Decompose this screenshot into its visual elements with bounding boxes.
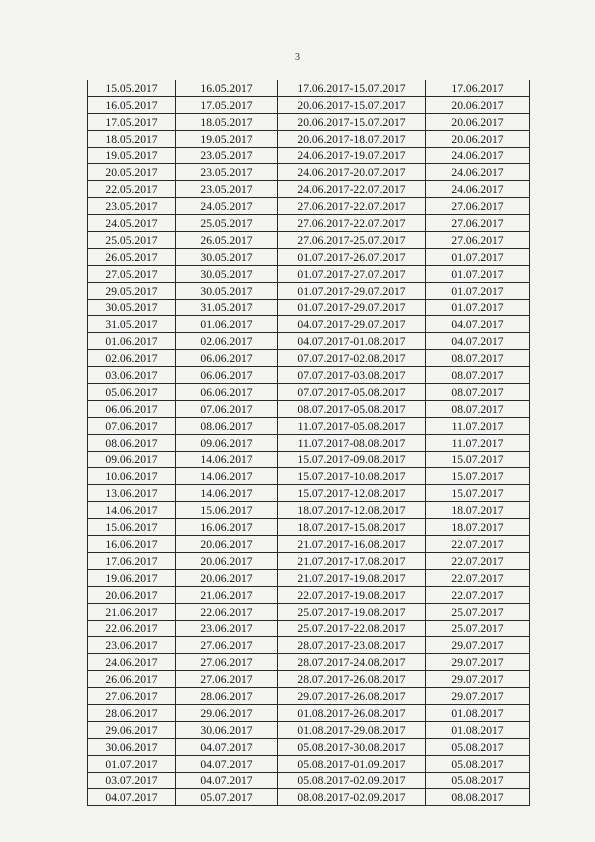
period-col-cell: 27.06.2017-22.07.2017 xyxy=(278,215,426,232)
date-col-2-cell: 22.06.2017 xyxy=(176,603,278,620)
date-col-4-cell: 24.06.2017 xyxy=(426,164,530,181)
date-col-4-cell: 18.07.2017 xyxy=(426,502,530,519)
date-col-1-cell: 03.06.2017 xyxy=(88,367,176,384)
date-col-4-cell: 27.06.2017 xyxy=(426,198,530,215)
period-col-cell: 01.07.2017-27.07.2017 xyxy=(278,265,426,282)
table-row xyxy=(88,350,530,367)
date-col-1-cell: 24.06.2017 xyxy=(88,654,176,671)
date-col-2-cell: 30.05.2017 xyxy=(176,265,278,282)
date-col-2-cell: 02.06.2017 xyxy=(176,333,278,350)
date-col-4-cell: 20.06.2017 xyxy=(426,96,530,113)
date-col-2-cell: 14.06.2017 xyxy=(176,485,278,502)
table-row xyxy=(88,164,530,181)
date-col-4-cell: 15.07.2017 xyxy=(426,485,530,502)
page-number: 3 xyxy=(295,52,300,63)
period-col-cell: 04.07.2017-01.08.2017 xyxy=(278,333,426,350)
date-col-2-cell: 06.06.2017 xyxy=(176,367,278,384)
table-row xyxy=(88,333,530,350)
table-row xyxy=(88,96,530,113)
period-col-cell: 20.06.2017-15.07.2017 xyxy=(278,113,426,130)
date-col-1-cell: 08.06.2017 xyxy=(88,434,176,451)
period-col-cell: 07.07.2017-05.08.2017 xyxy=(278,384,426,401)
table-row xyxy=(88,299,530,316)
date-col-2-cell: 23.05.2017 xyxy=(176,181,278,198)
date-col-2-cell: 08.06.2017 xyxy=(176,417,278,434)
date-col-2-cell: 25.05.2017 xyxy=(176,215,278,232)
date-col-4-cell: 29.07.2017 xyxy=(426,688,530,705)
table-row xyxy=(88,536,530,553)
date-col-4-cell: 08.07.2017 xyxy=(426,400,530,417)
date-col-1-cell: 21.06.2017 xyxy=(88,603,176,620)
date-col-2-cell: 20.06.2017 xyxy=(176,552,278,569)
period-col-cell: 27.06.2017-25.07.2017 xyxy=(278,232,426,249)
date-col-1-cell: 25.05.2017 xyxy=(88,232,176,249)
table-row xyxy=(88,738,530,755)
date-col-1-cell: 19.06.2017 xyxy=(88,569,176,586)
date-col-1-cell: 30.05.2017 xyxy=(88,299,176,316)
date-col-2-cell: 30.05.2017 xyxy=(176,248,278,265)
date-col-2-cell: 30.05.2017 xyxy=(176,282,278,299)
period-col-cell: 20.06.2017-15.07.2017 xyxy=(278,96,426,113)
table-row xyxy=(88,586,530,603)
table-row xyxy=(88,215,530,232)
date-col-2-cell: 07.06.2017 xyxy=(176,400,278,417)
date-col-2-cell: 27.06.2017 xyxy=(176,637,278,654)
date-col-1-cell: 10.06.2017 xyxy=(88,468,176,485)
date-col-1-cell: 27.06.2017 xyxy=(88,688,176,705)
period-col-cell: 01.08.2017-29.08.2017 xyxy=(278,721,426,738)
date-col-4-cell: 08.07.2017 xyxy=(426,384,530,401)
date-col-1-cell: 17.05.2017 xyxy=(88,113,176,130)
date-col-4-cell: 29.07.2017 xyxy=(426,671,530,688)
date-col-1-cell: 17.06.2017 xyxy=(88,552,176,569)
date-col-2-cell: 29.06.2017 xyxy=(176,704,278,721)
period-col-cell: 27.06.2017-22.07.2017 xyxy=(278,198,426,215)
date-col-2-cell: 20.06.2017 xyxy=(176,569,278,586)
period-col-cell: 01.08.2017-26.08.2017 xyxy=(278,704,426,721)
date-col-4-cell: 01.07.2017 xyxy=(426,248,530,265)
date-col-4-cell: 15.07.2017 xyxy=(426,451,530,468)
table-row xyxy=(88,603,530,620)
date-col-1-cell: 26.05.2017 xyxy=(88,248,176,265)
date-col-2-cell: 04.07.2017 xyxy=(176,755,278,772)
date-col-4-cell: 24.06.2017 xyxy=(426,147,530,164)
table-row xyxy=(88,434,530,451)
date-col-4-cell: 01.07.2017 xyxy=(426,265,530,282)
table-row xyxy=(88,147,530,164)
period-col-cell: 01.07.2017-26.07.2017 xyxy=(278,248,426,265)
date-col-2-cell: 17.05.2017 xyxy=(176,96,278,113)
date-col-1-cell: 22.06.2017 xyxy=(88,620,176,637)
date-col-1-cell: 20.06.2017 xyxy=(88,586,176,603)
period-col-cell: 08.07.2017-05.08.2017 xyxy=(278,400,426,417)
period-col-cell: 24.06.2017-22.07.2017 xyxy=(278,181,426,198)
period-col-cell: 05.08.2017-30.08.2017 xyxy=(278,738,426,755)
date-col-2-cell: 27.06.2017 xyxy=(176,671,278,688)
table-row xyxy=(88,198,530,215)
date-col-4-cell: 27.06.2017 xyxy=(426,215,530,232)
date-col-2-cell: 19.05.2017 xyxy=(176,130,278,147)
date-col-4-cell: 22.07.2017 xyxy=(426,536,530,553)
date-col-4-cell: 05.08.2017 xyxy=(426,772,530,789)
date-col-1-cell: 26.06.2017 xyxy=(88,671,176,688)
date-col-4-cell: 24.06.2017 xyxy=(426,181,530,198)
table-row xyxy=(88,637,530,654)
table-body xyxy=(88,80,530,806)
date-col-2-cell: 18.05.2017 xyxy=(176,113,278,130)
period-col-cell: 17.06.2017-15.07.2017 xyxy=(278,80,426,96)
period-col-cell: 25.07.2017-19.08.2017 xyxy=(278,603,426,620)
period-col-cell: 11.07.2017-05.08.2017 xyxy=(278,417,426,434)
table-row xyxy=(88,569,530,586)
date-col-2-cell: 04.07.2017 xyxy=(176,738,278,755)
date-col-2-cell: 31.05.2017 xyxy=(176,299,278,316)
table-row xyxy=(88,367,530,384)
date-col-2-cell: 21.06.2017 xyxy=(176,586,278,603)
date-col-4-cell: 29.07.2017 xyxy=(426,654,530,671)
period-col-cell: 21.07.2017-16.08.2017 xyxy=(278,536,426,553)
date-col-4-cell: 11.07.2017 xyxy=(426,434,530,451)
period-col-cell: 22.07.2017-19.08.2017 xyxy=(278,586,426,603)
date-col-1-cell: 05.06.2017 xyxy=(88,384,176,401)
date-col-2-cell: 23.05.2017 xyxy=(176,147,278,164)
date-col-2-cell: 05.07.2017 xyxy=(176,789,278,806)
date-col-2-cell: 23.06.2017 xyxy=(176,620,278,637)
table-row xyxy=(88,721,530,738)
date-col-1-cell: 01.06.2017 xyxy=(88,333,176,350)
date-col-2-cell: 14.06.2017 xyxy=(176,468,278,485)
date-col-2-cell: 30.06.2017 xyxy=(176,721,278,738)
date-col-4-cell: 04.07.2017 xyxy=(426,316,530,333)
table-row xyxy=(88,181,530,198)
period-col-cell: 28.07.2017-23.08.2017 xyxy=(278,637,426,654)
date-col-1-cell: 24.05.2017 xyxy=(88,215,176,232)
date-col-2-cell: 01.06.2017 xyxy=(176,316,278,333)
period-col-cell: 29.07.2017-26.08.2017 xyxy=(278,688,426,705)
date-col-4-cell: 05.08.2017 xyxy=(426,738,530,755)
date-col-1-cell: 22.05.2017 xyxy=(88,181,176,198)
date-col-1-cell: 30.06.2017 xyxy=(88,738,176,755)
period-col-cell: 11.07.2017-08.08.2017 xyxy=(278,434,426,451)
date-col-4-cell: 08.07.2017 xyxy=(426,367,530,384)
period-col-cell: 07.07.2017-03.08.2017 xyxy=(278,367,426,384)
date-col-1-cell: 16.06.2017 xyxy=(88,536,176,553)
date-col-2-cell: 04.07.2017 xyxy=(176,772,278,789)
table-row xyxy=(88,130,530,147)
table-row xyxy=(88,485,530,502)
date-col-1-cell: 07.06.2017 xyxy=(88,417,176,434)
date-col-4-cell: 05.08.2017 xyxy=(426,755,530,772)
period-col-cell: 01.07.2017-29.07.2017 xyxy=(278,299,426,316)
date-col-4-cell: 01.07.2017 xyxy=(426,299,530,316)
date-col-1-cell: 20.05.2017 xyxy=(88,164,176,181)
table-row xyxy=(88,671,530,688)
date-col-1-cell: 27.05.2017 xyxy=(88,265,176,282)
date-col-4-cell: 18.07.2017 xyxy=(426,519,530,536)
date-col-1-cell: 09.06.2017 xyxy=(88,451,176,468)
period-col-cell: 15.07.2017-10.08.2017 xyxy=(278,468,426,485)
table-row xyxy=(88,451,530,468)
date-col-2-cell: 28.06.2017 xyxy=(176,688,278,705)
period-col-cell: 15.07.2017-09.08.2017 xyxy=(278,451,426,468)
date-col-1-cell: 15.05.2017 xyxy=(88,80,176,96)
date-col-2-cell: 20.06.2017 xyxy=(176,536,278,553)
date-col-4-cell: 01.07.2017 xyxy=(426,282,530,299)
date-col-2-cell: 16.05.2017 xyxy=(176,80,278,96)
table-row xyxy=(88,384,530,401)
date-col-4-cell: 01.08.2017 xyxy=(426,704,530,721)
period-col-cell: 05.08.2017-02.09.2017 xyxy=(278,772,426,789)
date-col-1-cell: 29.06.2017 xyxy=(88,721,176,738)
date-col-1-cell: 03.07.2017 xyxy=(88,772,176,789)
date-col-4-cell: 08.07.2017 xyxy=(426,350,530,367)
period-col-cell: 18.07.2017-15.08.2017 xyxy=(278,519,426,536)
table-row xyxy=(88,265,530,282)
table-row xyxy=(88,704,530,721)
period-col-cell: 28.07.2017-26.08.2017 xyxy=(278,671,426,688)
date-col-1-cell: 15.06.2017 xyxy=(88,519,176,536)
table-row xyxy=(88,620,530,637)
table-row xyxy=(88,80,530,96)
table-row xyxy=(88,232,530,249)
table-row xyxy=(88,688,530,705)
date-col-4-cell: 22.07.2017 xyxy=(426,569,530,586)
period-col-cell: 21.07.2017-17.08.2017 xyxy=(278,552,426,569)
table-row xyxy=(88,400,530,417)
table-row xyxy=(88,248,530,265)
table-row xyxy=(88,552,530,569)
table-row xyxy=(88,282,530,299)
date-col-4-cell: 20.06.2017 xyxy=(426,130,530,147)
date-col-4-cell: 08.08.2017 xyxy=(426,789,530,806)
table-row xyxy=(88,502,530,519)
date-col-4-cell: 25.07.2017 xyxy=(426,603,530,620)
date-col-4-cell: 17.06.2017 xyxy=(426,80,530,96)
date-col-2-cell: 06.06.2017 xyxy=(176,384,278,401)
period-col-cell: 15.07.2017-12.08.2017 xyxy=(278,485,426,502)
date-col-1-cell: 19.05.2017 xyxy=(88,147,176,164)
date-col-1-cell: 31.05.2017 xyxy=(88,316,176,333)
table-row xyxy=(88,772,530,789)
date-col-4-cell: 22.07.2017 xyxy=(426,586,530,603)
dates-table xyxy=(87,80,530,806)
date-col-2-cell: 27.06.2017 xyxy=(176,654,278,671)
date-col-4-cell: 22.07.2017 xyxy=(426,552,530,569)
period-col-cell: 08.08.2017-02.09.2017 xyxy=(278,789,426,806)
period-col-cell: 04.07.2017-29.07.2017 xyxy=(278,316,426,333)
date-col-1-cell: 23.06.2017 xyxy=(88,637,176,654)
period-col-cell: 21.07.2017-19.08.2017 xyxy=(278,569,426,586)
date-col-2-cell: 06.06.2017 xyxy=(176,350,278,367)
date-col-1-cell: 14.06.2017 xyxy=(88,502,176,519)
date-col-4-cell: 20.06.2017 xyxy=(426,113,530,130)
period-col-cell: 01.07.2017-29.07.2017 xyxy=(278,282,426,299)
period-col-cell: 20.06.2017-18.07.2017 xyxy=(278,130,426,147)
date-col-4-cell: 29.07.2017 xyxy=(426,637,530,654)
period-col-cell: 18.07.2017-12.08.2017 xyxy=(278,502,426,519)
date-col-2-cell: 15.06.2017 xyxy=(176,502,278,519)
date-col-4-cell: 25.07.2017 xyxy=(426,620,530,637)
table-row xyxy=(88,519,530,536)
date-col-1-cell: 28.06.2017 xyxy=(88,704,176,721)
date-col-1-cell: 02.06.2017 xyxy=(88,350,176,367)
period-col-cell: 24.06.2017-19.07.2017 xyxy=(278,147,426,164)
table-row xyxy=(88,417,530,434)
table-row xyxy=(88,789,530,806)
date-col-4-cell: 11.07.2017 xyxy=(426,417,530,434)
date-col-1-cell: 06.06.2017 xyxy=(88,400,176,417)
table-row xyxy=(88,316,530,333)
period-col-cell: 24.06.2017-20.07.2017 xyxy=(278,164,426,181)
date-col-2-cell: 09.06.2017 xyxy=(176,434,278,451)
date-col-1-cell: 01.07.2017 xyxy=(88,755,176,772)
date-col-2-cell: 24.05.2017 xyxy=(176,198,278,215)
date-col-1-cell: 29.05.2017 xyxy=(88,282,176,299)
period-col-cell: 25.07.2017-22.08.2017 xyxy=(278,620,426,637)
date-col-1-cell: 16.05.2017 xyxy=(88,96,176,113)
period-col-cell: 05.08.2017-01.09.2017 xyxy=(278,755,426,772)
date-col-4-cell: 27.06.2017 xyxy=(426,232,530,249)
date-col-1-cell: 04.07.2017 xyxy=(88,789,176,806)
date-col-1-cell: 23.05.2017 xyxy=(88,198,176,215)
table-row xyxy=(88,755,530,772)
date-col-1-cell: 13.06.2017 xyxy=(88,485,176,502)
period-col-cell: 28.07.2017-24.08.2017 xyxy=(278,654,426,671)
date-col-2-cell: 23.05.2017 xyxy=(176,164,278,181)
date-col-4-cell: 15.07.2017 xyxy=(426,468,530,485)
period-col-cell: 07.07.2017-02.08.2017 xyxy=(278,350,426,367)
date-col-2-cell: 16.06.2017 xyxy=(176,519,278,536)
date-col-2-cell: 14.06.2017 xyxy=(176,451,278,468)
table-row xyxy=(88,654,530,671)
date-col-4-cell: 01.08.2017 xyxy=(426,721,530,738)
date-col-2-cell: 26.05.2017 xyxy=(176,232,278,249)
table-row xyxy=(88,113,530,130)
table-row xyxy=(88,468,530,485)
date-col-1-cell: 18.05.2017 xyxy=(88,130,176,147)
date-col-4-cell: 04.07.2017 xyxy=(426,333,530,350)
